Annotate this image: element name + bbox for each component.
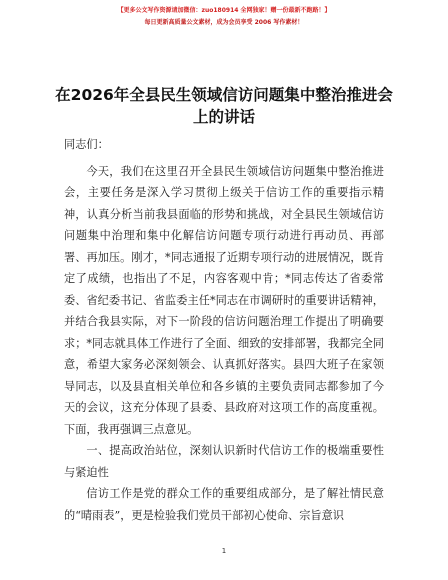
promo-banner bbox=[40, 5, 408, 29]
salutation: 同志们： bbox=[64, 138, 109, 151]
body-paragraph: 信访工作是党的群众工作的重要组成部分，是了解社情民意的“晴雨表”，更是检验我们党员干部初心使命、宗旨意识 bbox=[64, 487, 384, 522]
page-number: 1 bbox=[221, 547, 227, 555]
body-paragraph: 今天，我们在这里召开全县民生领域信访问题集中整治推进会，主要任务是深入学习贯彻上级关于信访工作的重要指示精神，认真分析当前我县面临的形势和挑战，对全县民生领域信访问题集中治理和集中化解信访问题专项行动进行再动员、再部署、再加压。刚才，*同志通报了近期专项行动的进展情况，既肯定了成绩，也指出了不足，内容客观中肯；*同志传达了省委常委、省纪委书记、省监委主任*同志在市调研时的重要讲话精神，并结合我县实际，对下一阶段的信访问题治理工作提出了明确要求；*同志就具体工作进行了全面、细致的安排部署，我都完全同意，希望大家务必深刻领会、认真抓好落实。县四大班子在家领导同志，以及县直相关单位和各乡镇的主要负责同志都参加了今天的会议，这充分体现了县委、县政府对这项工作的高度重视。下面，我再强调三点意见。 bbox=[64, 164, 384, 436]
document-body bbox=[64, 134, 384, 526]
document-title: 在2026年全县民生领域信访问题集中整治推进会上的讲话 bbox=[55, 86, 393, 126]
promo-banner-line-1: 【更多公文写作资源请加微信：zuo180914 全网独家！赠一份最新不跑路！】 bbox=[117, 7, 331, 14]
promo-banner-line-2: 每日更新高质量公文素材，成为会员享受 2006 写作素材！ bbox=[144, 19, 304, 26]
section-heading: 一、提高政治站位，深刻认识新时代信访工作的极端重要性与紧迫性 bbox=[64, 444, 384, 479]
